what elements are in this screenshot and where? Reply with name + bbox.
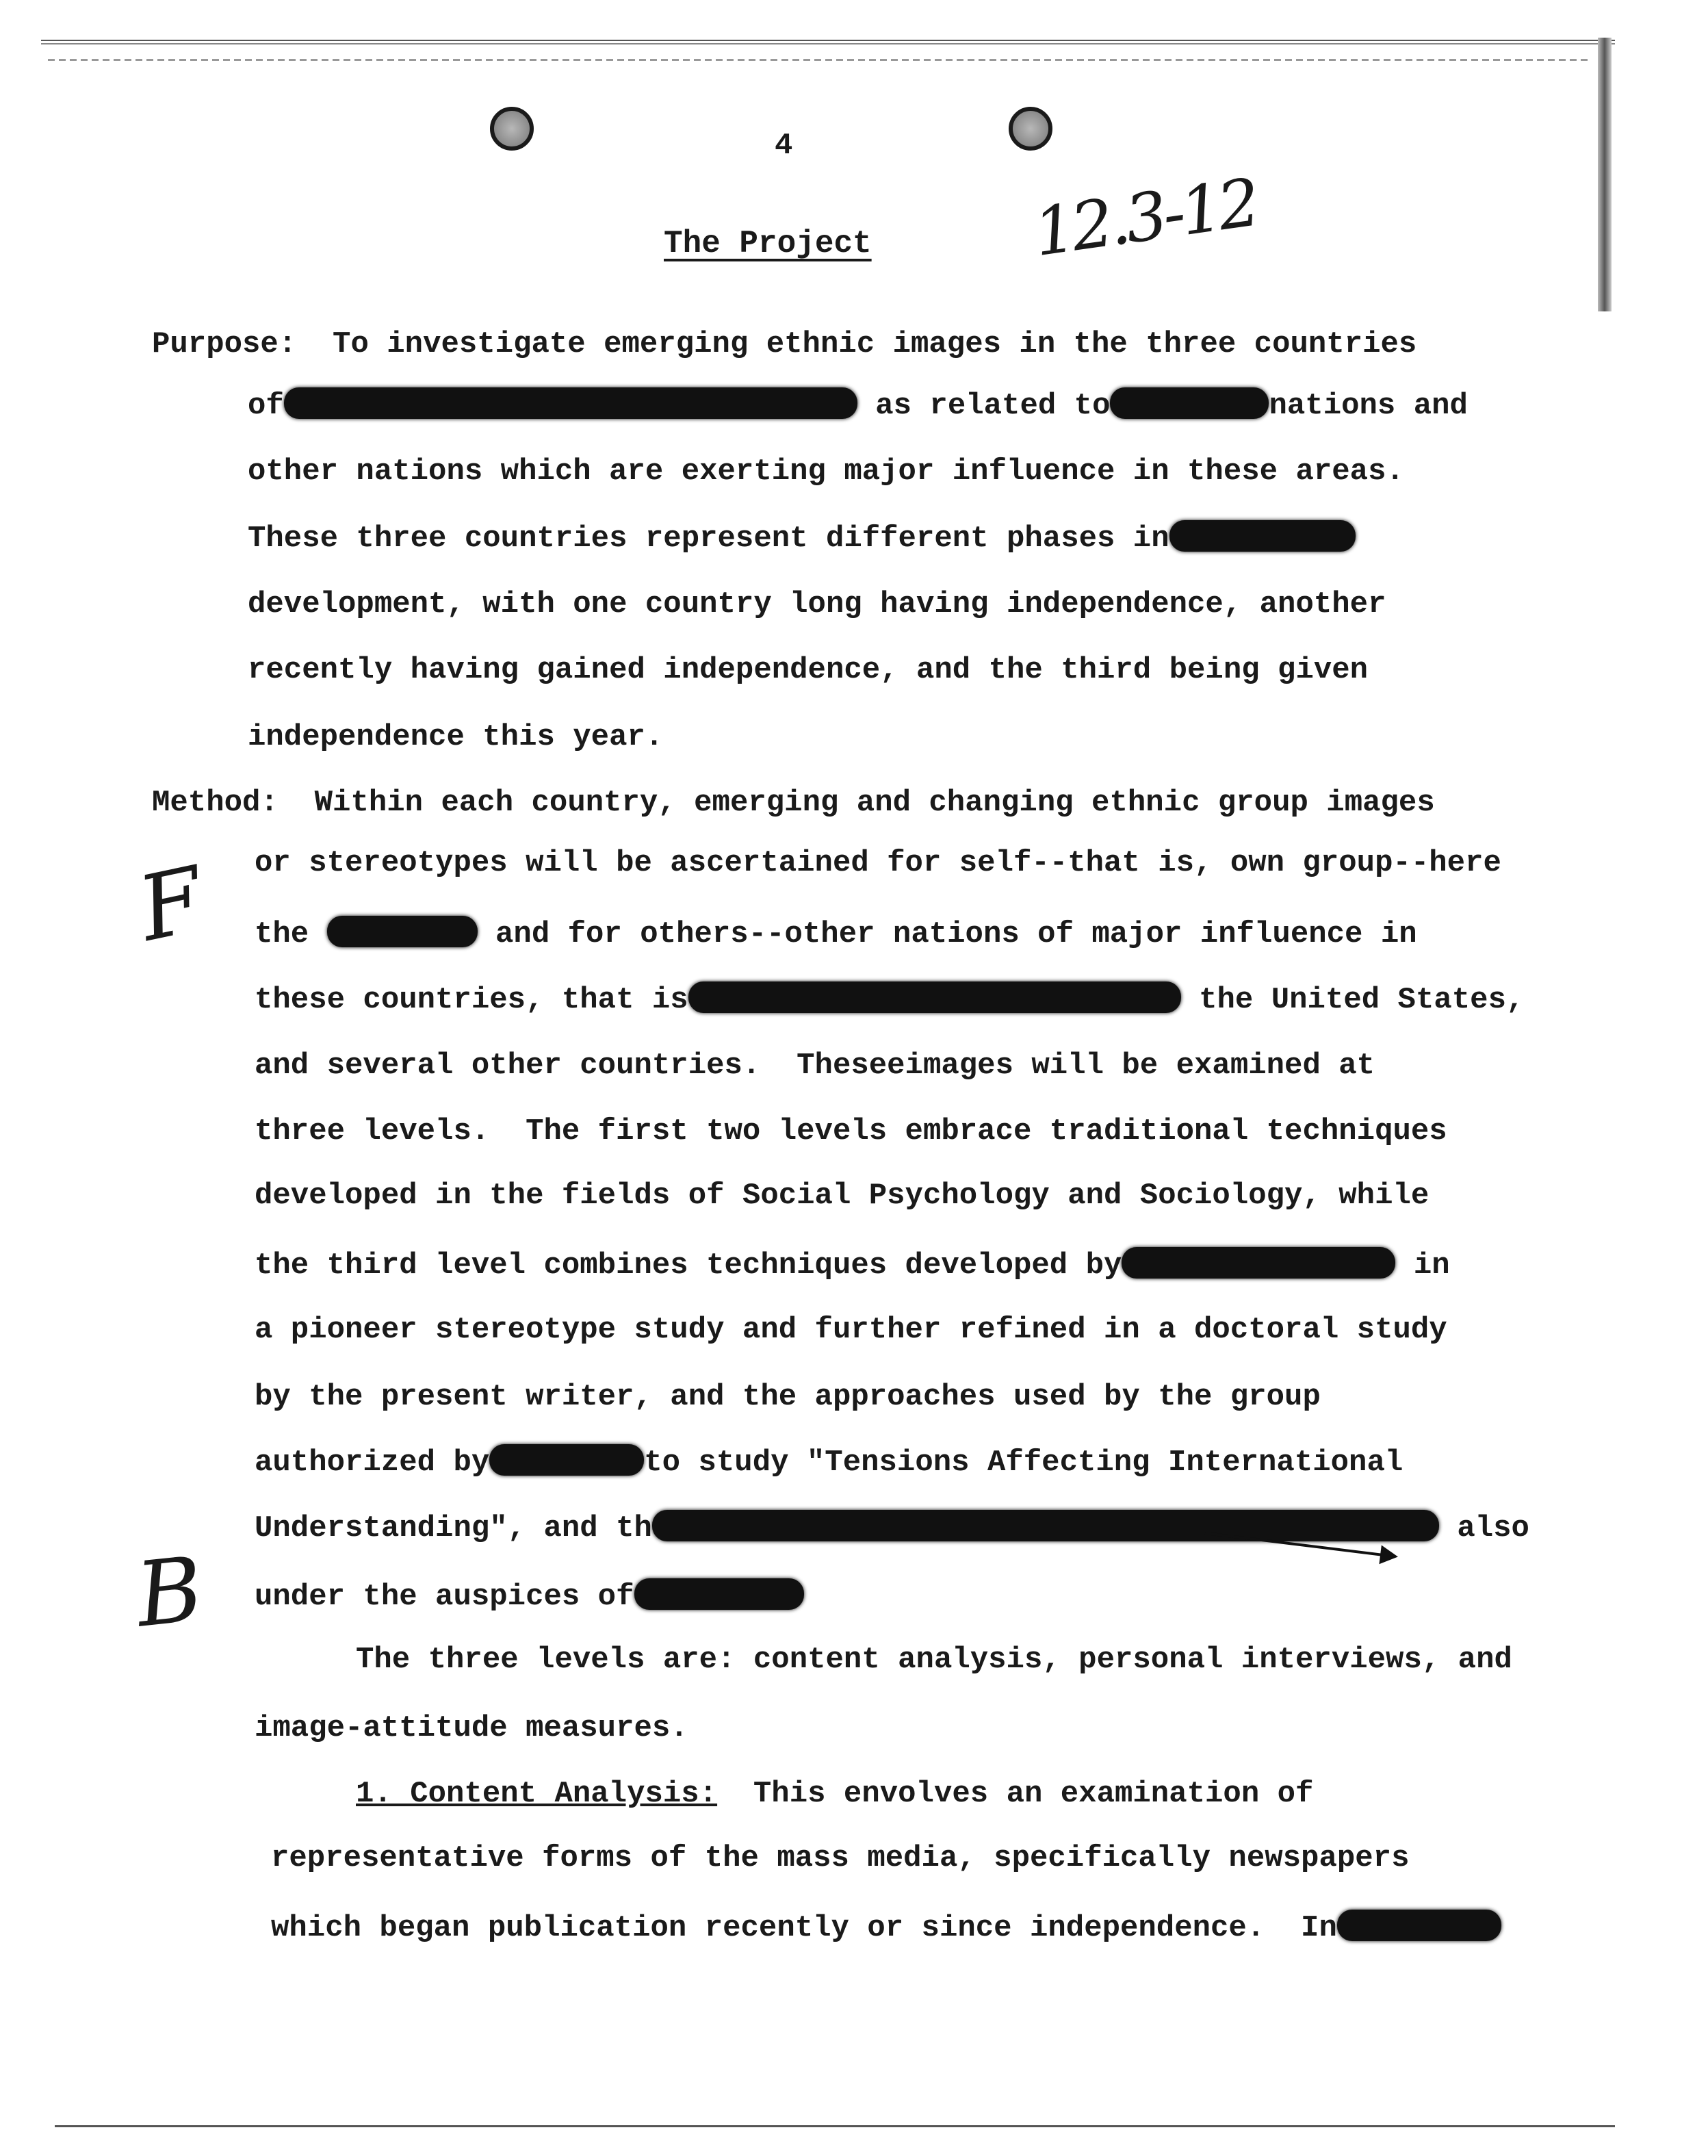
purpose-label: Purpose:	[152, 327, 297, 361]
levels-line-1: The three levels are: content analysis, personal interviews, and	[356, 1643, 1512, 1677]
page-number: 4	[775, 129, 793, 163]
method-line-12: Understanding", and th also	[255, 1511, 1529, 1545]
method-line-6: three levels. The first two levels embrace traditional techniques	[255, 1114, 1447, 1148]
purpose-line-2: of as related to nations and	[248, 389, 1468, 423]
punch-hole-left	[490, 107, 534, 151]
method-line-9: a pioneer stereotype study and further refined in a doctoral study	[255, 1313, 1447, 1347]
redaction	[284, 387, 857, 419]
redaction	[1110, 387, 1269, 419]
handwritten-code: 12.3-12	[1028, 164, 1261, 272]
content-analysis-heading: 1. Content Analysis:	[356, 1777, 718, 1811]
content-analysis-line-1: 1. Content Analysis: This envolves an examination of	[356, 1777, 1314, 1811]
top-rule	[41, 40, 1615, 48]
redaction	[1337, 1910, 1501, 1941]
method-label: Method:	[152, 786, 279, 820]
margin-mark-f: F	[130, 847, 213, 962]
redaction	[489, 1444, 644, 1476]
purpose-line-4: These three countries represent different phases in	[248, 520, 1356, 556]
method-line-1: Method: Within each country, emerging and changing ethnic group images	[152, 786, 1435, 820]
method-line-2: or stereotypes will be ascertained for self--that is, own group--here	[255, 846, 1501, 880]
punch-hole-right	[1009, 107, 1052, 151]
purpose-line-6: recently having gained independence, and the third being given	[248, 653, 1369, 687]
scan-edge-shadow	[1598, 38, 1612, 311]
purpose-line-5: development, with one country long having independence, another	[248, 587, 1386, 621]
purpose-line-3: other nations which are exerting major influence in these areas.	[248, 454, 1404, 489]
method-line-7: developed in the fields of Social Psychology and Sociology, while	[255, 1179, 1429, 1213]
content-analysis-line-2: representative forms of the mass media, specifically newspapers	[271, 1841, 1410, 1875]
redaction	[634, 1578, 804, 1610]
redaction	[1169, 520, 1356, 552]
method-line-4: these countries, that is the United States,	[255, 983, 1525, 1017]
content-analysis-line-3: which began publication recently or since independence. In	[271, 1910, 1501, 1945]
method-line-8: the third level combines techniques developed by in	[255, 1248, 1450, 1283]
top-rule-dotted	[48, 59, 1588, 61]
method-line-13: under the auspices of	[255, 1578, 804, 1614]
method-line-10: by the present writer, and the approaches used by the group	[255, 1380, 1321, 1414]
redaction	[652, 1510, 1439, 1541]
redaction	[688, 981, 1181, 1013]
purpose-line-1: Purpose: To investigate emerging ethnic images in the three countries	[152, 327, 1417, 361]
page-title: The Project	[664, 226, 872, 261]
margin-mark-b: B	[131, 1537, 208, 1647]
bottom-rule	[55, 2125, 1615, 2127]
redaction	[327, 916, 478, 947]
method-line-11: authorized by to study "Tensions Affecting International	[255, 1446, 1403, 1480]
purpose-line-7: independence this year.	[248, 720, 664, 754]
method-line-5: and several other countries. Theseeimages will be examined at	[255, 1049, 1375, 1083]
method-line-3: the and for others--other nations of major influence in	[255, 917, 1417, 951]
levels-line-2: image-attitude measures.	[255, 1711, 688, 1745]
redaction	[1122, 1247, 1395, 1279]
